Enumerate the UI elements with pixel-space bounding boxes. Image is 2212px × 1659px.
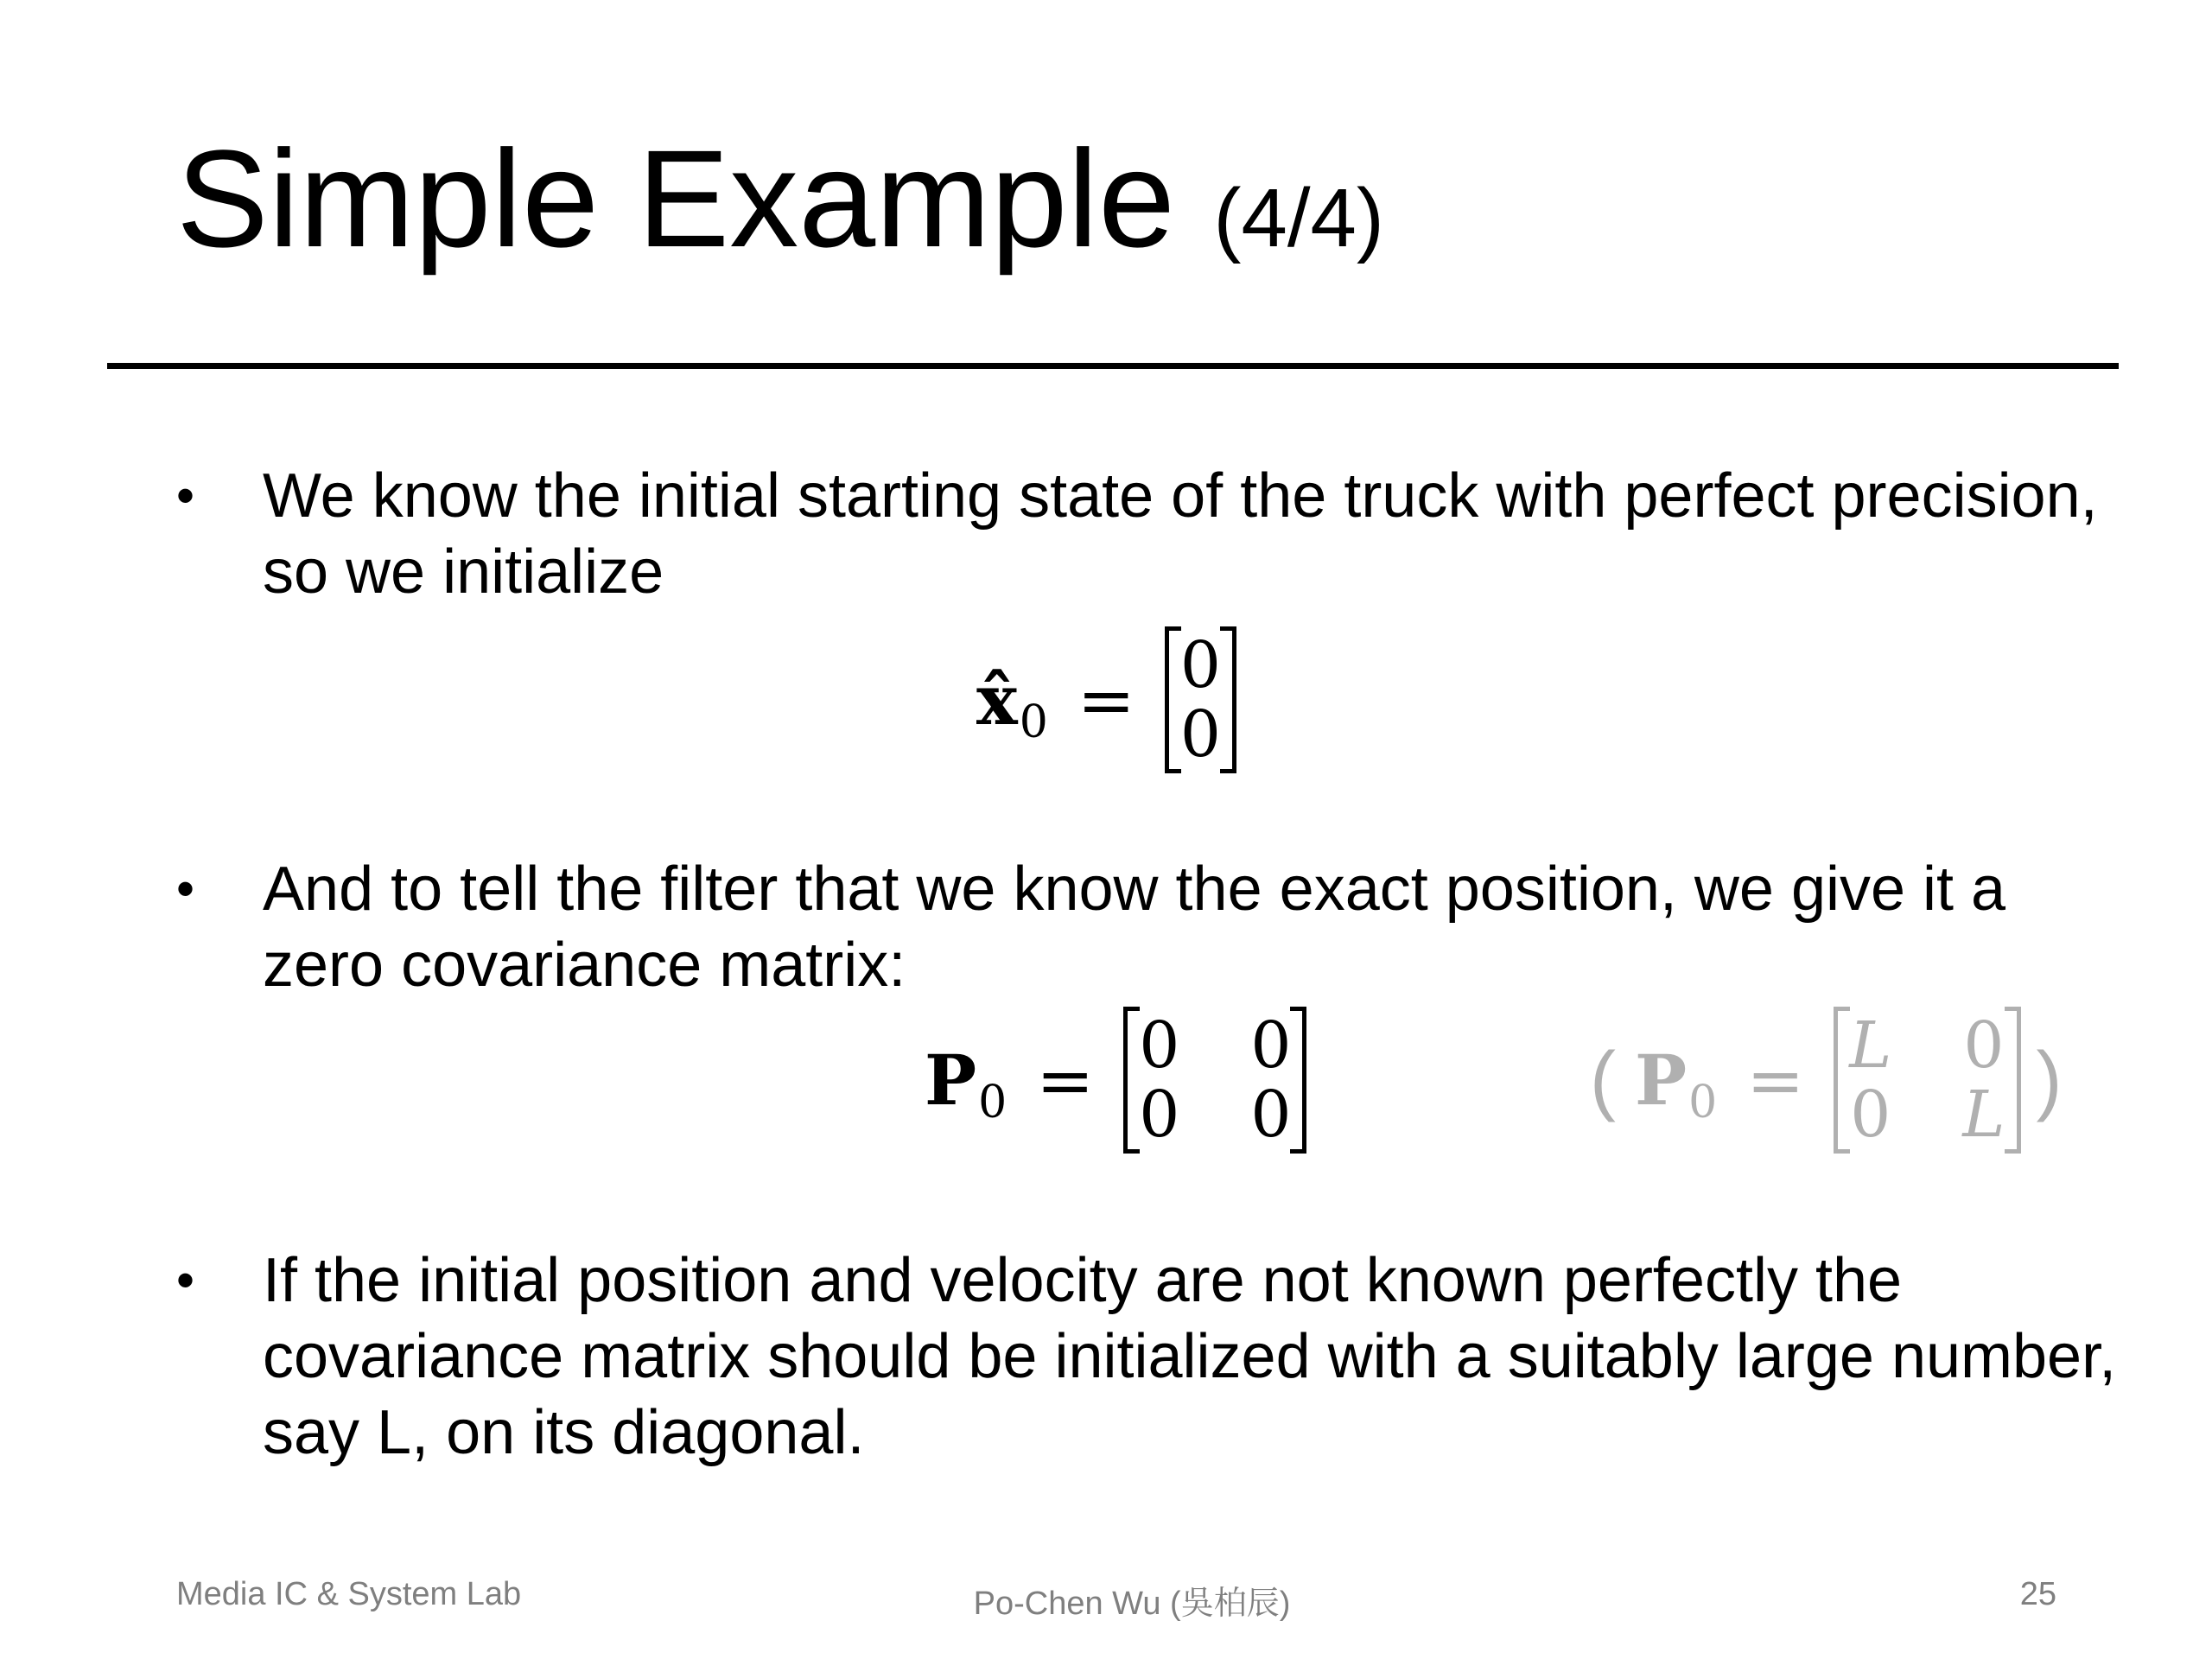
equation-covariance [925,1007,1306,1154]
footer-author: Po-Chen Wu (吳柏辰) [973,1586,1291,1622]
state-subscript: 0 [1019,696,1048,748]
equation-initial-state [976,626,1236,773]
equals-sign: = [1036,1039,1095,1121]
footer-page-number: 25 [2019,1576,2056,1612]
matrix-cell: L [1962,1077,2005,1152]
vector-cell: 0 [1179,628,1221,702]
matrix-cell: 0 [1850,1077,1891,1152]
covariance-symbol: P [925,1039,977,1121]
covariance-subscript: 0 [978,1077,1007,1128]
matrix-cell: L [1849,1008,1892,1083]
matrix-cell: 0 [1250,1008,1292,1083]
state-vector [1165,626,1236,773]
equals-sign: = [1077,659,1135,741]
bullet-marker: • [176,1251,195,1309]
covariance-symbol: P [1634,1039,1688,1121]
matrix-cell: 0 [1139,1008,1180,1083]
bullet-text: We know the initial starting state of the truck with perfect precision, so we initialize [263,461,2098,607]
title-divider [107,363,2119,369]
open-paren: ( [1590,1036,1616,1123]
bullet-text: If the initial position and velocity are not known perfectly the covariance matrix should be initialized with a suitably large number, say L, on its diagonal. [263,1246,2117,1467]
bullet-marker: • [176,467,195,524]
vector-cell: 0 [1179,697,1221,772]
bullet-text: And to tell the filter that we know the exact position, we give it a zero covariance matrix: [263,855,2006,1000]
footer-lab-name: Media IC & System Lab [176,1576,522,1612]
covariance-subscript: 0 [1688,1077,1718,1128]
matrix-cell: 0 [1963,1008,2005,1083]
equals-sign: = [1746,1039,1805,1121]
matrix-cell: 0 [1250,1077,1292,1152]
bullet-marker: • [176,860,195,918]
covariance-matrix [1834,1007,2020,1154]
title-page-indicator: (4/4) [1213,172,1384,264]
equation-covariance-alternative [1590,1007,2063,1154]
matrix-cell: 0 [1139,1077,1180,1152]
covariance-matrix [1123,1007,1306,1154]
title-text: Simple Example [176,121,1176,276]
state-symbol: x̂ [976,659,1018,741]
close-paren: ) [2036,1036,2063,1123]
slide-title [176,121,1384,296]
